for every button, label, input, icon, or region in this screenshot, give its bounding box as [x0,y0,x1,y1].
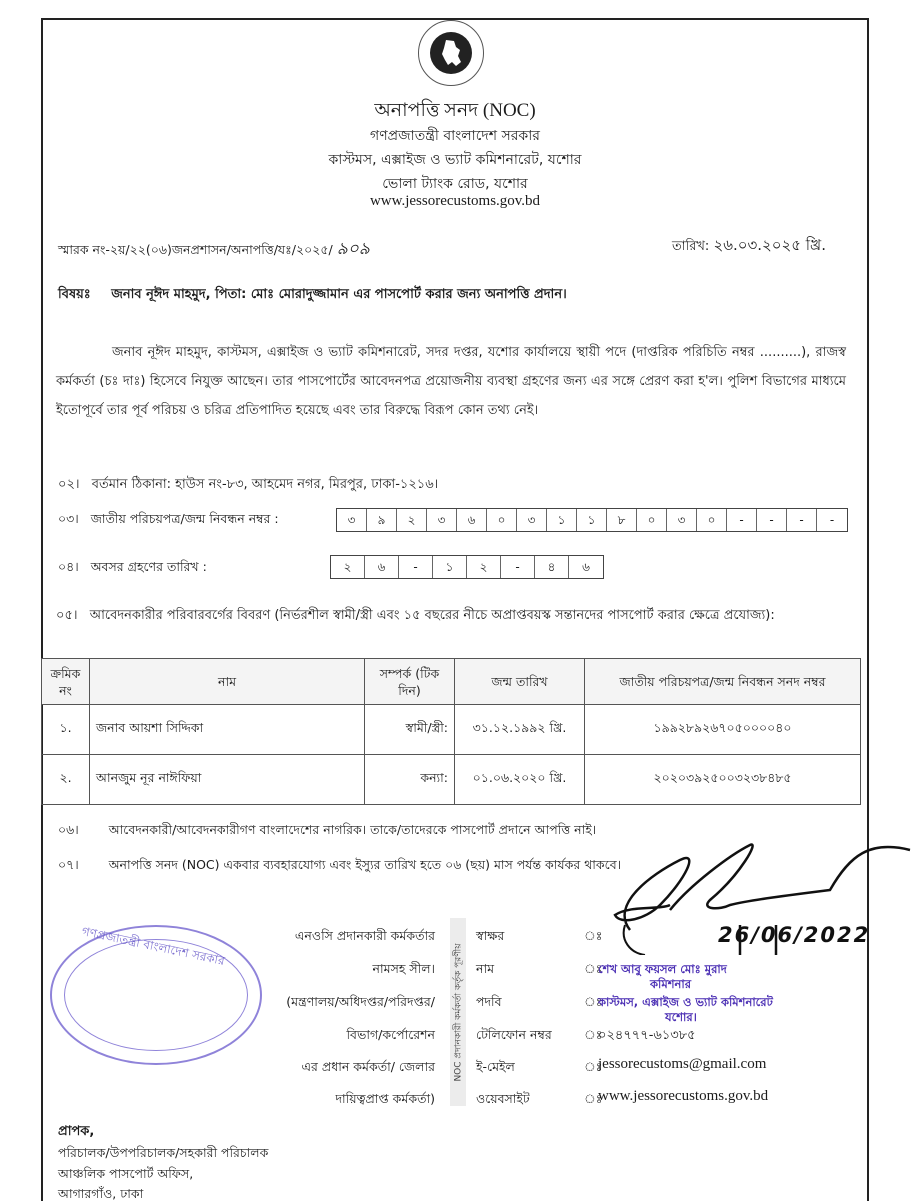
telephone-label: টেলিফোন নম্বর [476,1027,552,1042]
office-stamp: কাস্টমস, এক্সাইজ ও ভ্যাট কমিশনারেট [598,995,773,1009]
row-id-number: ১৯৯২৮৯২৬৭০৫০০০০৪০ [585,705,861,755]
signature-date: 26/06/2022 [718,923,871,947]
office-name: কাস্টমস, এক্সাইজ ও ভ্যাট কমিশনারেট, যশোর [328,152,582,168]
subject-text: জনাব নূঈদ মাহমুদ, পিতা: মোঃ মোরাদুজ্জামান এর পাসপোর্ট করার জন্য অনাপত্তি প্রদান। [111,287,567,302]
digit-cell: ১ [577,509,607,531]
officer-label-line: বিভাগ/কর্পোরেশন [346,1027,435,1042]
colon: ঃ [584,1059,603,1074]
date-value: ২৬.০৩.২০২৫ খ্রি. [713,236,826,254]
col-name: নাম [90,659,365,705]
colon: ঃ [584,1091,603,1106]
government-name: গণপ্রজাতন্ত্রী বাংলাদেশ সরকার [370,128,540,144]
recipient-line: আগারগাঁও, ঢাকা [58,1186,144,1201]
digit-cell: ০ [487,509,517,531]
row-name: জনাব আয়শা সিদ্দিকা [90,705,365,755]
col-serial: ক্রমিক নং [42,659,90,705]
website-label: ওয়েবসাইট [476,1091,530,1106]
digit-cell: ৪ [535,556,569,578]
row-dob: ০১.০৬.২০২০ খ্রি. [455,755,585,805]
officer-label-line: নামসহ সীল। [372,961,435,976]
memo-number [58,236,370,264]
signature-label: স্বাক্ষর [476,928,505,943]
officer-name-stamp: শেখ আবু ফয়সল মোঃ মুরাদ [598,962,727,976]
digit-cell: ৮ [607,509,637,531]
digit-cell: - [757,509,787,531]
digit-cell: ৬ [457,509,487,531]
subject-line [58,285,567,306]
col-id-number: জাতীয় পরিচয়পত্র/জন্ম নিবন্ধন সনদ নম্বর [585,659,861,705]
colon: ঃ [584,1027,603,1042]
body-paragraph: জনাব নূঈদ মাহমুদ, কাস্টমস, এক্সাইজ ও ভ্যাট কমিশনারেট, সদর দপ্তর, যশোর কার্যালয়ে স্থায়ী পদে (দাপ্তরিক পরিচিতি নম্বর ..........), রাজস্ব কর্মকর্তা (চঃ দাঃ) হিসেবে নিযুক্ত আছেন। তার পাসপোর্টের আবেদনপত্র প্রয়োজনীয় ব্যবস্থা গ্রহণের জন্য এর সঙ্গে প্রেরণ করা হ'ল। পুলিশ বিভাগের মাধ্যমে ইতোপূর্বে তার পূর্ব পরিচয় ও চরিত্র প্রতিপাদিত হয়েছে এবং তার বিরুদ্ধে বিরূপ কোন তথ্য নেই। [56,345,846,418]
office-city-stamp: যশোর। [665,1010,697,1024]
recipient-line: আঞ্চলিক পাসপোর্ট অফিস, [58,1166,194,1181]
digit-cell: ২ [397,509,427,531]
digit-cell: ২ [467,556,501,578]
colon: ঃ [584,961,603,976]
digit-cell: - [727,509,757,531]
item-number: ০২। [58,477,80,492]
digit-cell: ৩ [427,509,457,531]
declaration-text: আবেদনকারী/আবেদনকারীগণ বাংলাদেশের নাগরিক। তাকে/তাদেরকে পাসপোর্ট প্রদানে আপত্তি নাই। [108,822,597,837]
government-emblem-icon [418,20,484,86]
officer-label-line: এর প্রধান কর্মকর্তা/ জেলার [301,1059,435,1074]
digit-cell: ২ [331,556,365,578]
digit-cell: - [399,556,433,578]
family-table [41,658,861,805]
document-title: অনাপত্তি সনদ (NOC) [374,100,536,121]
telephone-value: ০২৪৭৭৭-৬১৩৮৫ [598,1028,696,1043]
declaration-text: অনাপত্তি সনদ (NOC) একবার ব্যবহারযোগ্য এবং ইস্যুর তারিখ হতে ০৬ (ছয়) মাস পর্যন্ত কার্যকর থাকবে। [108,857,622,872]
digit-cell: ৩ [337,509,367,531]
nid-digit-boxes [336,508,848,532]
memo-date [672,234,826,259]
row-relation: স্বামী/স্ত্রী: [365,705,455,755]
row-serial: ১. [42,705,90,755]
email-label: ই-মেইল [476,1059,515,1074]
table-header-row [42,659,861,705]
vertical-note-text: NOC প্রদানকারী কর্মকর্তা কর্তৃক পূরণীয় [453,942,464,1082]
digit-cell: - [787,509,817,531]
current-address-item [58,475,438,496]
digit-cell: ৬ [365,556,399,578]
family-details-label: আবেদনকারীর পরিবারবর্গের বিবরণ (নির্ভরশীল স্বামী/স্ত্রী এবং ১৫ বছরের নীচে অপ্রাপ্তবয়স্ক সন্তানদের পাসপোর্ট করার ক্ষেত্রে প্রযোজ্য): [89,608,775,623]
digit-cell: ৬ [582,560,590,574]
row-serial: ২. [42,755,90,805]
date-label: তারিখ: [672,239,710,254]
item-number: ০৪। [58,559,79,574]
subject-label: বিষয়ঃ [58,287,91,302]
seal-text: গণপ্রজাতন্ত্রী বাংলাদেশ সরকার [80,924,226,969]
row-dob: ৩১.১২.১৯৯২ খ্রি. [455,705,585,755]
nid-label: জাতীয় পরিচয়পত্র/জন্ম নিবন্ধন নম্বর : [90,511,279,526]
item-number: ০৬। [58,822,79,837]
memo-label: স্মারক নং-২য়/২২(০৬)জনপ্রশাসন/অনাপত্তি/যঃ/২০২৫/ [58,242,333,257]
digit-cell: ১ [433,556,467,578]
officer-label-line: দায়িত্বপ্রাপ্ত কর্মকর্তা) [335,1091,435,1106]
digit-cell: - [501,556,535,578]
website-value: www.jessorecustoms.gov.bd [598,1088,769,1104]
digit-cell: ০ [637,509,667,531]
row-relation: কন্যা: [365,755,455,805]
declaration-06 [58,822,596,842]
item-number: ০৫। [56,608,78,623]
table-row [42,705,861,755]
retirement-label: অবসর গ্রহণের তারিখ : [90,559,207,574]
officer-label-line: এনওসি প্রদানকারী কর্মকর্তার [294,928,435,943]
office-website: www.jessorecustoms.gov.bd [369,193,541,209]
digit-cell: ৩ [667,509,697,531]
designation-label: পদবি [476,994,502,1009]
colon: ঃ [584,928,603,943]
officer-label-line: (মন্ত্রণালয়/অধিদপ্তর/পরিদপ্তর/ [286,994,435,1009]
retirement-date-boxes [330,555,604,579]
digit-cell: - [829,513,835,527]
retirement-item [58,559,207,579]
colon: ঃ [584,994,603,1009]
office-address: ভোলা ট্যাংক রোড, যশোর [382,176,528,192]
current-address: বর্তমান ঠিকানা: হাউস নং-৮৩, আহমেদ নগর, মিরপুর, ঢাকা-১২১৬। [91,477,439,492]
recipient-heading: প্রাপক, [58,1124,95,1139]
row-name: আনজুম নূর নাঈফিয়া [90,755,365,805]
item-number: ০৩। [58,511,79,526]
declaration-07 [58,857,621,877]
email-value: jessorecustoms@gmail.com [598,1056,767,1072]
family-details-item [56,602,846,629]
digit-cell: ৯ [367,509,397,531]
row-id-number: ২০২০৩৯২৫০০৩২৩৮৪৮৫ [585,755,861,805]
col-dob: জন্ম তারিখ [455,659,585,705]
memo-handwritten-number: ৯০৯ [336,239,370,259]
table-row [42,755,861,805]
digit-cell: ০ [697,509,727,531]
digit-cell: ৩ [517,509,547,531]
col-relation: সম্পর্ক (টিক দিন) [365,659,455,705]
digit-cell: ১ [547,509,577,531]
officer-designation-stamp: কমিশনার [650,977,692,991]
nid-item [58,511,279,531]
item-number: ০৭। [58,857,79,872]
name-label: নাম [476,961,495,976]
recipient-line: পরিচালক/উপপরিচালক/সহকারী পরিচালক [58,1145,269,1160]
vertical-note [450,918,466,1106]
